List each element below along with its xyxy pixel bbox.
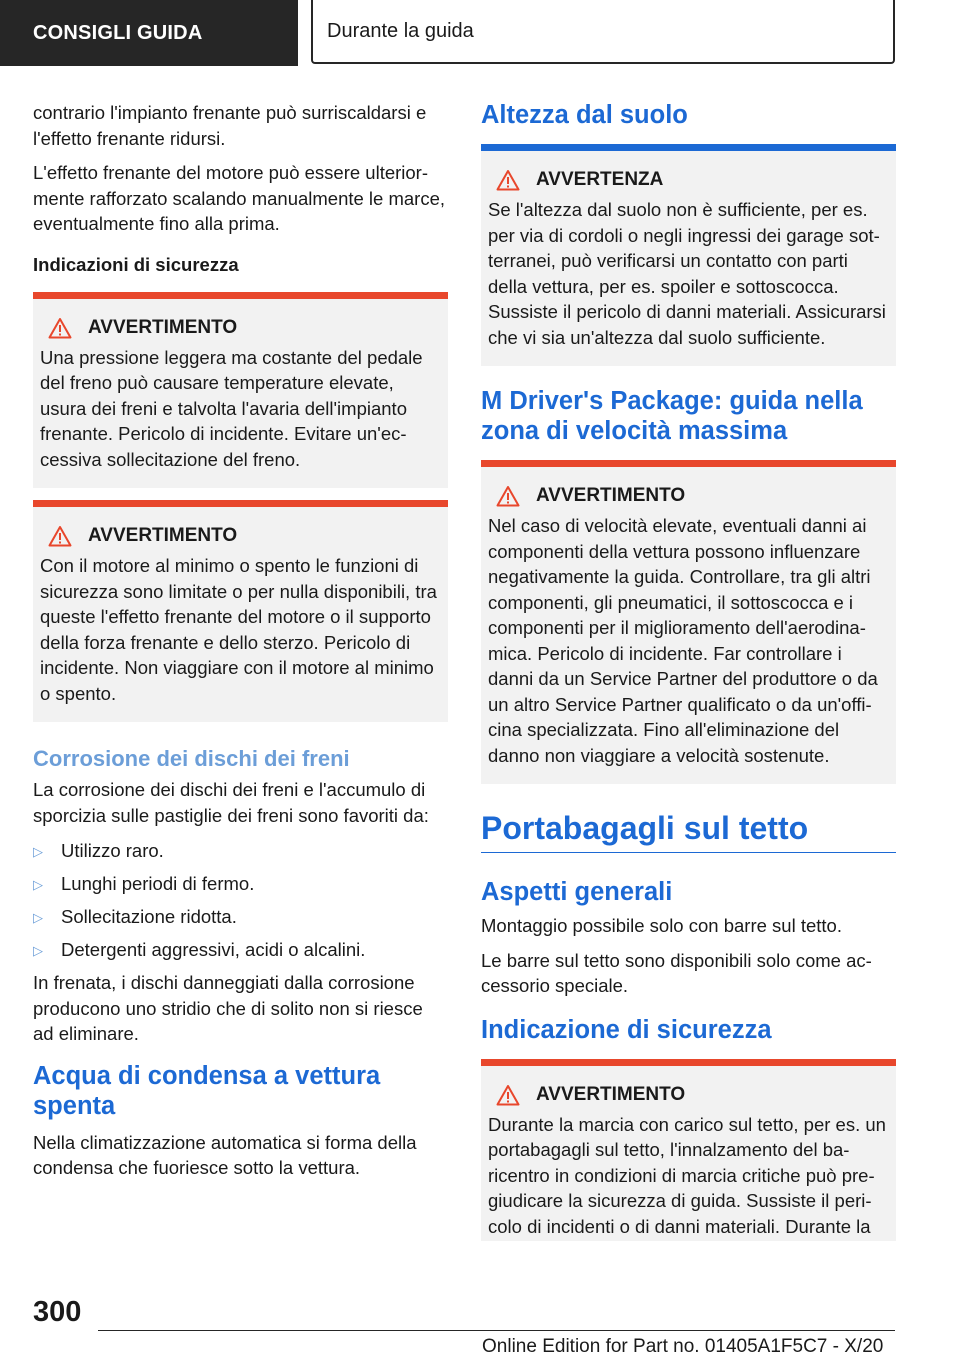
warning-box <box>481 460 896 784</box>
triangle-right-icon: ▷ <box>33 943 43 958</box>
warning-title: AVVERTIMENTO <box>536 485 686 506</box>
list-item: ▷ Detergenti aggressivi, acidi o alcalini. <box>33 937 448 964</box>
header-section-tab: CONSIGLI GUIDA <box>0 0 298 66</box>
roof-rack-title: Portabagagli sul tetto <box>481 808 896 853</box>
paragraph: Nella climatizzazione automatica si forma della condensa che fuoriesce sotto la vettura. <box>33 1131 417 1178</box>
warning-triangle-icon <box>496 485 520 507</box>
corrosion-heading: Corrosione dei dischi dei freni <box>33 746 350 771</box>
paragraph: L'effetto frenante del motore può essere ulteriormente rafforzato scalando manualmente le marce, eventualmente fino alla prima. <box>33 162 446 234</box>
triangle-right-icon: ▷ <box>33 877 43 892</box>
warning-box <box>481 1059 896 1242</box>
warning-box <box>33 500 448 722</box>
warning-bar <box>481 460 896 467</box>
warning-title: AVVERTENZA <box>536 169 664 190</box>
warning-text: Durante la marcia con carico sul tetto, per es. un portabagagli sul tetto, l'innalzamento del baricentro in condizioni di marcia critiche può pregiudicare la sicurezza di guida. Sussiste il pericolo di incidenti o di danni materiali. Durante la <box>488 1113 886 1237</box>
warning-bar <box>33 500 448 507</box>
triangle-right-icon: ▷ <box>33 910 43 925</box>
paragraph: contrario l'impianto frenante può surriscaldarsi e l'effetto frenante ridursi. <box>33 102 427 149</box>
safety-subheading: Indicazioni di sicurezza <box>33 253 239 275</box>
general-heading: Aspetti generali <box>481 878 673 906</box>
paragraph: La corrosione dei dischi dei freni e l'accumulo di sporcizia sulle pastiglie dei freni sono favoriti da: <box>33 779 429 826</box>
warning-text: Nel caso di velocità elevate, eventuali danni ai componenti della vettura possono influenzare negativamente la guida. Controllare, tra gli altri componenti, gli pneumatici, il sottoscocca e i componenti per il miglioramento dell'aerodinamica. Pericolo di incidente. Far controllare i danni da un Service Partner del produttore o da un altro Service Partner qualificato o da un'officina specializzata. Fino all'eliminazione del danno non viaggiare a velocità sostenute. <box>488 515 878 766</box>
footer-divider <box>98 1330 895 1331</box>
condensation-heading: Acqua di condensa a vettura spenta <box>33 1061 381 1120</box>
header-chapter-title: Durante la guida <box>311 0 895 64</box>
warning-triangle-icon <box>496 169 520 191</box>
right-column <box>481 100 896 1241</box>
warning-triangle-icon <box>496 1084 520 1106</box>
m-driver-heading: M Driver's Package: guida nella zona di velocità massima <box>481 387 863 445</box>
corrosion-list <box>33 838 448 964</box>
paragraph: Le barre sul tetto sono disponibili solo come accessorio speciale. <box>481 949 872 996</box>
warning-triangle-icon <box>48 317 72 339</box>
warning-title: AVVERTIMENTO <box>88 525 238 546</box>
list-item: ▷ Lunghi periodi di fermo. <box>33 871 448 898</box>
left-column <box>33 100 448 1190</box>
paragraph: In frenata, i dischi danneggiati dalla corrosione producono uno stridio che di solito non si riesce ad eliminare. <box>33 972 423 1044</box>
triangle-right-icon: ▷ <box>33 844 43 859</box>
warning-text: Una pressione leggera ma costante del pedale del freno può causare temperature elevate, usura dei freni e talvolta l'avaria dell'impianto frenante. Pericolo di incidente. Evitare un'eccessiva sollecitazione del freno. <box>40 346 423 470</box>
warning-bar <box>481 144 896 151</box>
warning-bar <box>33 292 448 299</box>
warning-triangle-icon <box>48 525 72 547</box>
warning-box <box>33 292 448 489</box>
warning-box <box>481 144 896 366</box>
footer-edition: Online Edition for Part no. 01405A1F5C7 - X/20 <box>482 1336 884 1357</box>
list-item: ▷ Sollecitazione ridotta. <box>33 904 448 931</box>
page-number: 300 <box>33 1296 82 1328</box>
warning-bar <box>481 1059 896 1066</box>
list-item: ▷ Utilizzo raro. <box>33 838 448 865</box>
paragraph: Montaggio possibile solo con barre sul tetto. <box>481 915 842 936</box>
warning-title: AVVERTIMENTO <box>536 1083 686 1105</box>
warning-title: AVVERTIMENTO <box>88 316 238 338</box>
roof-safety-heading: Indicazione di sicurezza <box>481 1015 772 1044</box>
warning-text: Se l'altezza dal suolo non è sufficiente, per es. per via di cordoli o negli ingressi dei garage sotterranei, può verificarsi un contatto con parti della vettura, per es. spoiler e sottoscocca. Sussiste il pericolo di danni materiali. Assicurarsi che vi sia un'altezza dal suolo sufficiente. <box>488 199 886 348</box>
warning-text: Con il motore al minimo o spento le funzioni di sicurezza sono limitate o per nulla disponibili, tra queste l'effetto frenante del motore o il supporto della forza frenante e dello sterzo. Pericolo di incidente. Non viaggiare con il motore al minimo o spento. <box>40 555 437 704</box>
ground-clearance-heading: Altezza dal suolo <box>481 101 688 129</box>
